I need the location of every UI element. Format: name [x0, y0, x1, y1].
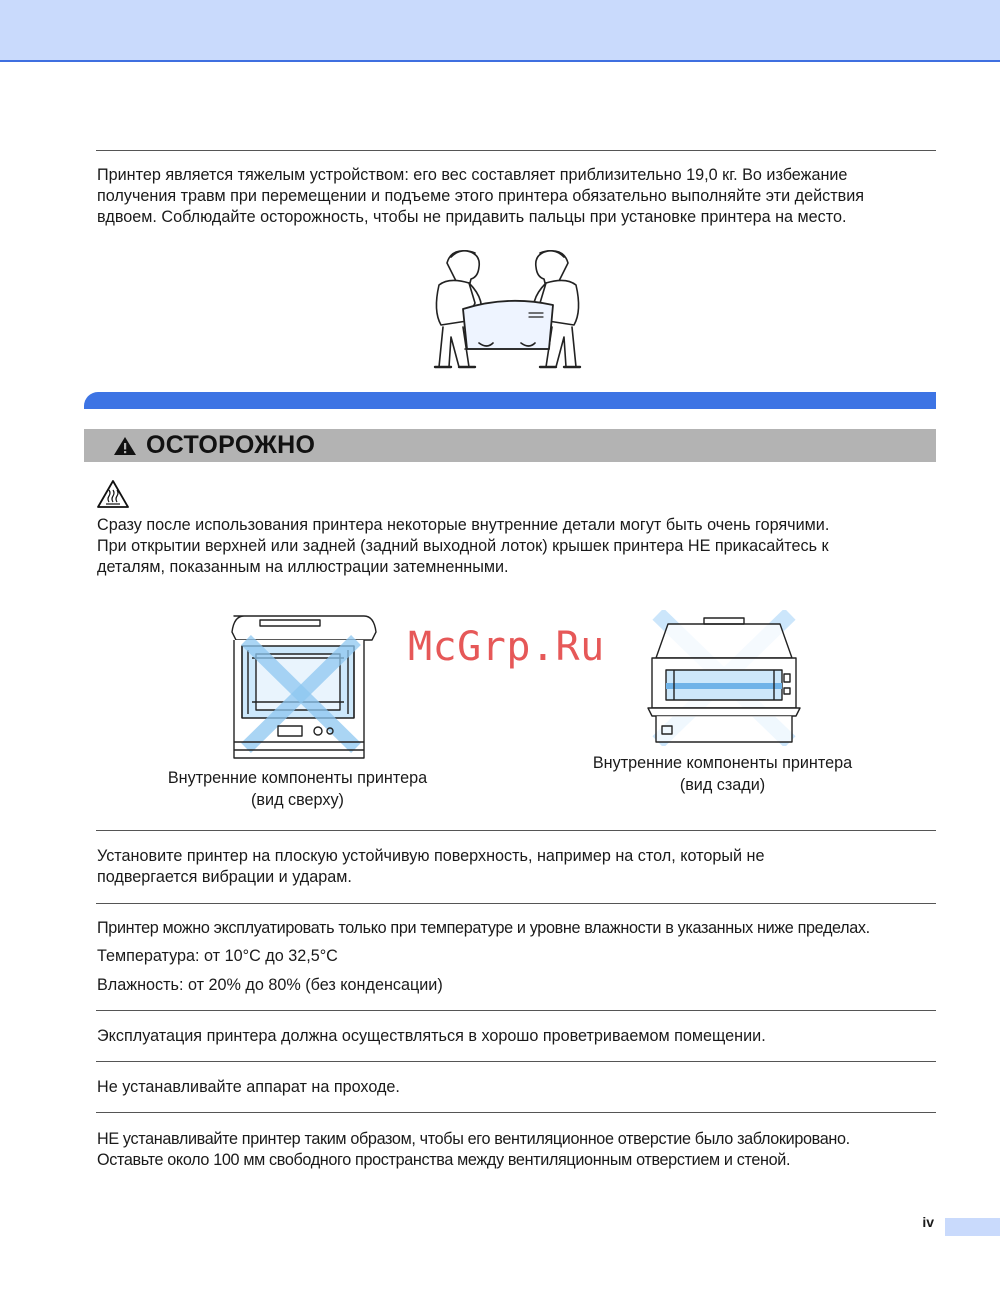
ventilation-note: Эксплуатация принтера должна осуществляться в хорошо проветриваемом помещении.	[97, 1027, 766, 1045]
divider	[96, 830, 936, 831]
humidity-range: Влажность: от 20% до 80% (без конденсации)	[97, 976, 443, 994]
divider	[96, 1061, 936, 1062]
temperature-range: Температура: от 10°C до 32,5°C	[97, 947, 338, 965]
divider	[96, 903, 936, 904]
two-person-lift-illustration	[425, 243, 590, 381]
heavy-printer-warning: Принтер является тяжелым устройством: его вес составляет приблизительно 19,0 кг. Во избежание получения травм при перемещении и подъеме этого принтера обязательно выполняйте эти действия вдвоем. Соблюдайте осторожность, чтобы не придавить пальцы при установке принтера на место.	[97, 166, 865, 226]
warning-triangle-icon	[112, 435, 138, 457]
printer-top-view-illustration	[220, 610, 378, 762]
page-number: iv	[922, 1214, 934, 1230]
surface-note: Установите принтер на плоскую устойчивую поверхность, например на стол, который не подвергается вибрации и ударам.	[97, 847, 765, 886]
watermark: McGrp.Ru	[408, 624, 605, 670]
divider	[96, 1112, 936, 1113]
divider	[96, 1010, 936, 1011]
operating-conditions-note: Принтер можно эксплуатировать только при температуре и уровне влажности в указанных ниже пределах.	[97, 919, 870, 937]
divider	[96, 150, 936, 151]
section-accent-bar	[84, 392, 936, 409]
vent-block-note: НЕ устанавливайте принтер таким образом, чтобы его вентиляционное отверстие было заблокировано. Оставьте около 100 мм свободного пространства между вентиляционным отверстием и стеной.	[97, 1130, 850, 1169]
page-tab	[945, 1218, 1000, 1236]
header-band	[0, 0, 1000, 62]
caution-heading-bar	[84, 429, 936, 462]
top-view-caption: Внутренние компоненты принтера (вид сверху)	[167, 769, 428, 809]
hot-parts-warning: Сразу после использования принтера некоторые внутренние детали могут быть очень горячими. При открытии верхней или задней (задний выходной лоток) крышек принтера НЕ прикасайтесь к деталям, показанным на иллюстрации затемненными.	[97, 516, 830, 576]
hot-surface-icon	[96, 479, 130, 509]
printer-rear-view-illustration	[644, 610, 804, 746]
caution-title: ОСТОРОЖНО	[146, 431, 316, 459]
passage-note: Не устанавливайте аппарат на проходе.	[97, 1078, 400, 1096]
rear-view-caption: Внутренние компоненты принтера (вид сзади)	[592, 754, 853, 794]
